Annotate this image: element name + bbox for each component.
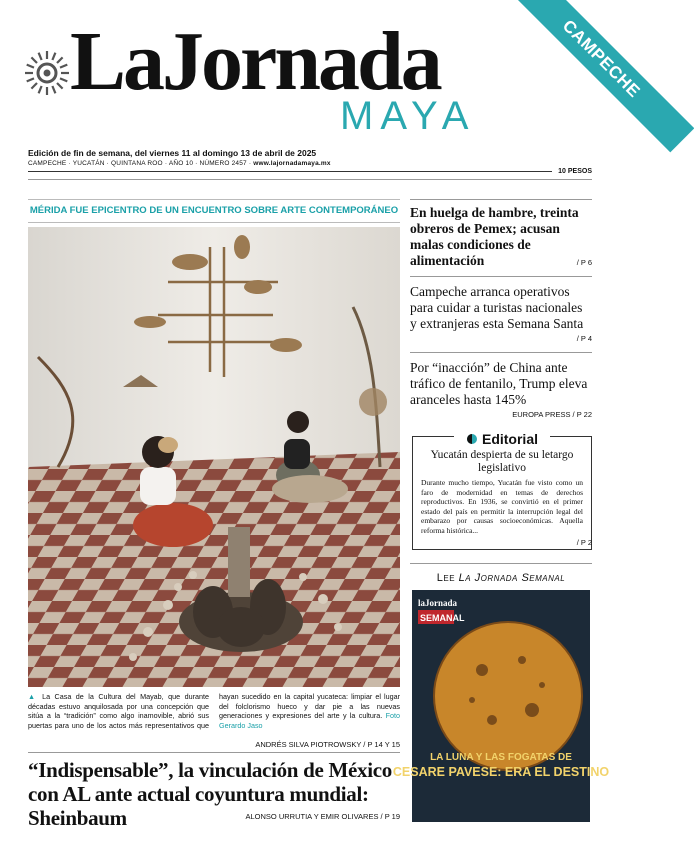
feature-byline [255, 740, 400, 749]
divider [410, 276, 592, 277]
lead-byline-author: ALONSO URRUTIA Y EMIR OLIVARES [245, 812, 379, 821]
divider [410, 563, 592, 564]
editorial-headline[interactable]: Yucatán despierta de su letargo legislativo [430, 449, 574, 474]
lee-text: Lee [436, 572, 459, 584]
story-headline[interactable]: Por “inacción” de China ante tráfico de fentanilo, Trump eleva aranceles hasta 145% [410, 360, 588, 407]
story-1[interactable] [410, 205, 592, 269]
cover-title-1: LA LUNA Y LAS FOGATAS DE [430, 752, 572, 763]
caption-text: La Casa de la Cultura del Mayab, que durante décadas estuvo anquilosada por una concepción que sitúa a la “tradición” como algo inamovible, abrió sus puertas para uno de los actos más representativos que hayan sucedido en la capital yucateca: limpiar el lugar del folclorismo hueco y dar pie a las nuevas generaciones y expresiones del arte y la cultura. [28, 692, 400, 730]
cover-name: SEMANAL [420, 613, 465, 623]
story-source [512, 410, 592, 419]
story-page-ref[interactable]: / P 4 [576, 334, 592, 343]
editorial-page-ref[interactable]: / P 2 [576, 538, 592, 547]
photo-credit: Foto Gerardo Jaso [219, 711, 400, 730]
meta-line [28, 160, 331, 167]
divider [410, 199, 592, 200]
cover-brand: laJornada [418, 598, 458, 608]
masthead-subtitle: MAYA [340, 94, 476, 138]
feature-photo[interactable] [28, 227, 400, 687]
website-link[interactable]: www.lajornadamaya.mx [253, 160, 331, 167]
lead-page-ref[interactable]: / P 19 [378, 812, 400, 821]
edition-line: Edición de fin de semana, del viernes 11 al domingo 13 de abril de 2025 [28, 148, 317, 158]
cover-title-2: CESARE PAVESE: ERA EL DESTINO [392, 765, 610, 779]
divider [28, 199, 400, 200]
caption-triangle-icon: ▲ [28, 692, 43, 701]
editorial-label [454, 431, 550, 447]
meta-text: CAMPECHE · YUCATÁN · QUINTANA ROO · AÑO 10 · NÚMERO 2457 · [28, 160, 254, 167]
story-2[interactable] [410, 284, 592, 332]
story-headline[interactable]: En huelga de hambre, treinta obreros de Pemex; acusan malas condiciones de alimentación [410, 205, 579, 268]
region-corner [460, 0, 644, 140]
divider [28, 179, 592, 180]
semanal-cover[interactable] [392, 590, 610, 822]
divider [28, 171, 592, 172]
editorial-box[interactable] [412, 431, 592, 550]
sun-logo-icon [24, 50, 70, 96]
story-3[interactable] [410, 360, 592, 408]
masthead-logo[interactable]: LaJornada [70, 15, 440, 108]
divider [410, 352, 592, 353]
story-headline[interactable]: Campeche arranca operativos para cuidar a turistas nacionales y extranjeras esta Semana Santa [410, 284, 584, 331]
region-band: CAMPECHE [508, 0, 694, 152]
editorial-text: Durante mucho tiempo, Yucatán fue visto como un faro de modernidad en temas de derechos reproductivos. En 1936, se convirtió en el primer estado del país en permitir la interrupción legal del embarazo por causas socioeconómicas. Aquella reforma histórica... [421, 478, 583, 535]
editorial-label-text: Editorial [481, 431, 538, 447]
price-label: 10 PESOS [552, 167, 592, 177]
story-page-ref[interactable]: / P 22 [570, 410, 592, 419]
semanal-name[interactable]: La Jornada Semanal [458, 572, 566, 584]
byline-author: ANDRÉS SILVA PIOTROWSKY [255, 740, 362, 749]
feature-kicker[interactable]: MÉRIDA FUE EPICENTRO DE UN ENCUENTRO SOBRE ARTE CONTEMPORÁNEO [29, 205, 399, 216]
story-page-ref[interactable]: / P 6 [576, 258, 592, 267]
divider [28, 222, 400, 223]
byline-page-ref[interactable]: / P 14 Y 15 [361, 740, 400, 749]
story-source-name: EUROPA PRESS [512, 410, 571, 419]
divider [28, 752, 400, 753]
feature-caption [28, 692, 400, 730]
editorial-icon [466, 433, 478, 445]
semanal-promo-label [410, 572, 592, 584]
lead-headline[interactable]: “Indispensable”, la vinculación de México con AL ante actual coyuntura mundial: Sheinbaum [28, 758, 392, 830]
lead-byline [246, 812, 401, 821]
